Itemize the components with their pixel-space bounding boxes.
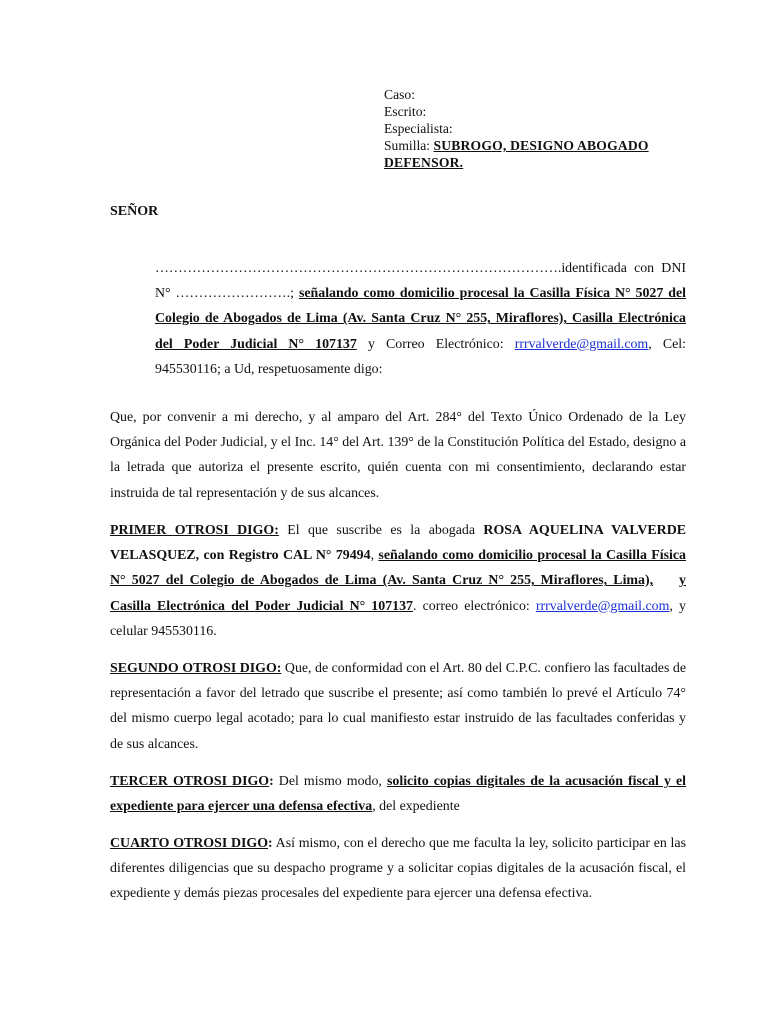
cuarto-otrosi-paragraph bbox=[110, 831, 686, 907]
segundo-otrosi-text: Que, de conformidad con el Art. 80 del C.P.C. confiero las facultades de representación a favor del letrado que suscribe el presente; así como también lo prevé el Artículo 74° del mismo cuerpo legal acotado; para lo cual manifiesto estar instruido de las facultades conferidas y de sus alcances. bbox=[110, 661, 686, 752]
primer-otrosi-casilla: y Casilla Electrónica del Poder Judicial N° 107137 bbox=[110, 573, 686, 614]
sumilla-value-1: SUBROGO, DESIGNO ABOGADO bbox=[433, 138, 649, 153]
intro-email-link[interactable]: rrrvalverde@gmail.com bbox=[514, 336, 649, 352]
primer-otrosi-text-3: . correo electrónico: bbox=[412, 598, 530, 614]
caso-label: Caso: bbox=[384, 87, 415, 102]
sumilla-label: Sumilla: bbox=[384, 138, 431, 153]
primer-otrosi-name: ROSA AQUELINA VALVERDE VELASQUEZ, con Registro CAL N° 79494 bbox=[110, 523, 686, 564]
primer-otrosi-text-4: , y celular 945530116. bbox=[110, 598, 686, 639]
cuarto-otrosi-text: Así mismo, con el derecho que me faculta la ley, solicito participar en las diferentes diligencias que su despacho programe y a solicitar copias digitales de la acusación fiscal, el expediente y demás piezas procesales del expediente para ejercer una defensa efectiva. bbox=[110, 836, 686, 902]
tercer-otrosi-paragraph bbox=[110, 769, 686, 819]
cuarto-otrosi-heading: CUARTO OTROSI DIGO bbox=[110, 836, 269, 851]
segundo-otrosi-heading: SEGUNDO OTROSI DIGO: bbox=[110, 661, 282, 676]
intro-domicile: señalando como domicilio procesal la Casilla Física N° 5027 del Colegio de Abogados de Lima (Av. Santa Cruz N° 255, Miraflores), Casilla Electrónica del Poder Judicial N° 107137 bbox=[155, 286, 686, 352]
especialista-label: Especialista: bbox=[384, 121, 453, 136]
intro-text-3: , Cel: 945530116; a Ud, respetuosamente digo: bbox=[155, 336, 686, 377]
cuarto-otrosi-colon: : bbox=[268, 836, 273, 851]
primer-otrosi-domicile: señalando como domicilio procesal la Casilla Física N° 5027 del Colegio de Abogados de Lima (Av. Santa Cruz N° 255, Miraflores, Lima), bbox=[110, 548, 687, 589]
segundo-otrosi-paragraph bbox=[110, 656, 686, 757]
sumilla-line-2 bbox=[384, 154, 686, 171]
intro-paragraph bbox=[155, 256, 686, 382]
case-header bbox=[384, 86, 686, 171]
intro-text-2: y Correo Electrónico: bbox=[367, 336, 504, 352]
sumilla-line bbox=[384, 137, 686, 154]
primer-otrosi-paragraph bbox=[110, 518, 686, 644]
primer-otrosi-comma: , bbox=[370, 548, 375, 564]
intro-dots: ……………………………………………………………………………. bbox=[155, 261, 562, 276]
main-paragraph: Que, por convenir a mi derecho, y al amparo del Art. 284° del Texto Único Ordenado de la Ley Orgánica del Poder Judicial, y el Inc. 14° del Art. 139° de la Constitución Política del Estado, designo a la letrada que autoriza el presente escrito, quién cuenta con mi consentimiento, declarando estar instruida de tal representación y de sus alcances. bbox=[110, 410, 686, 501]
primer-otrosi-text-1: El que suscribe es la abogada bbox=[287, 523, 475, 538]
sumilla-value-2: DEFENSOR. bbox=[384, 155, 464, 170]
tercer-otrosi-text-1: Del mismo modo, bbox=[278, 774, 382, 789]
intro-text-1: identificada con DNI N° …………………….; bbox=[155, 261, 686, 302]
tercer-otrosi-text-2: , del expediente bbox=[372, 799, 460, 815]
tercer-otrosi-heading: TERCER OTROSI DIGO bbox=[110, 774, 270, 789]
primer-otrosi-email-link[interactable]: rrrvalverde@gmail.com bbox=[535, 598, 670, 614]
escrito-label: Escrito: bbox=[384, 104, 427, 119]
tercer-otrosi-request: solicito copias digitales de la acusación fiscal y el expediente para ejercer una defensa efectiva bbox=[110, 774, 686, 815]
primer-otrosi-heading: PRIMER OTROSI DIGO: bbox=[110, 523, 279, 538]
tercer-otrosi-colon: : bbox=[269, 774, 274, 789]
addressee: SEÑOR bbox=[110, 204, 159, 219]
